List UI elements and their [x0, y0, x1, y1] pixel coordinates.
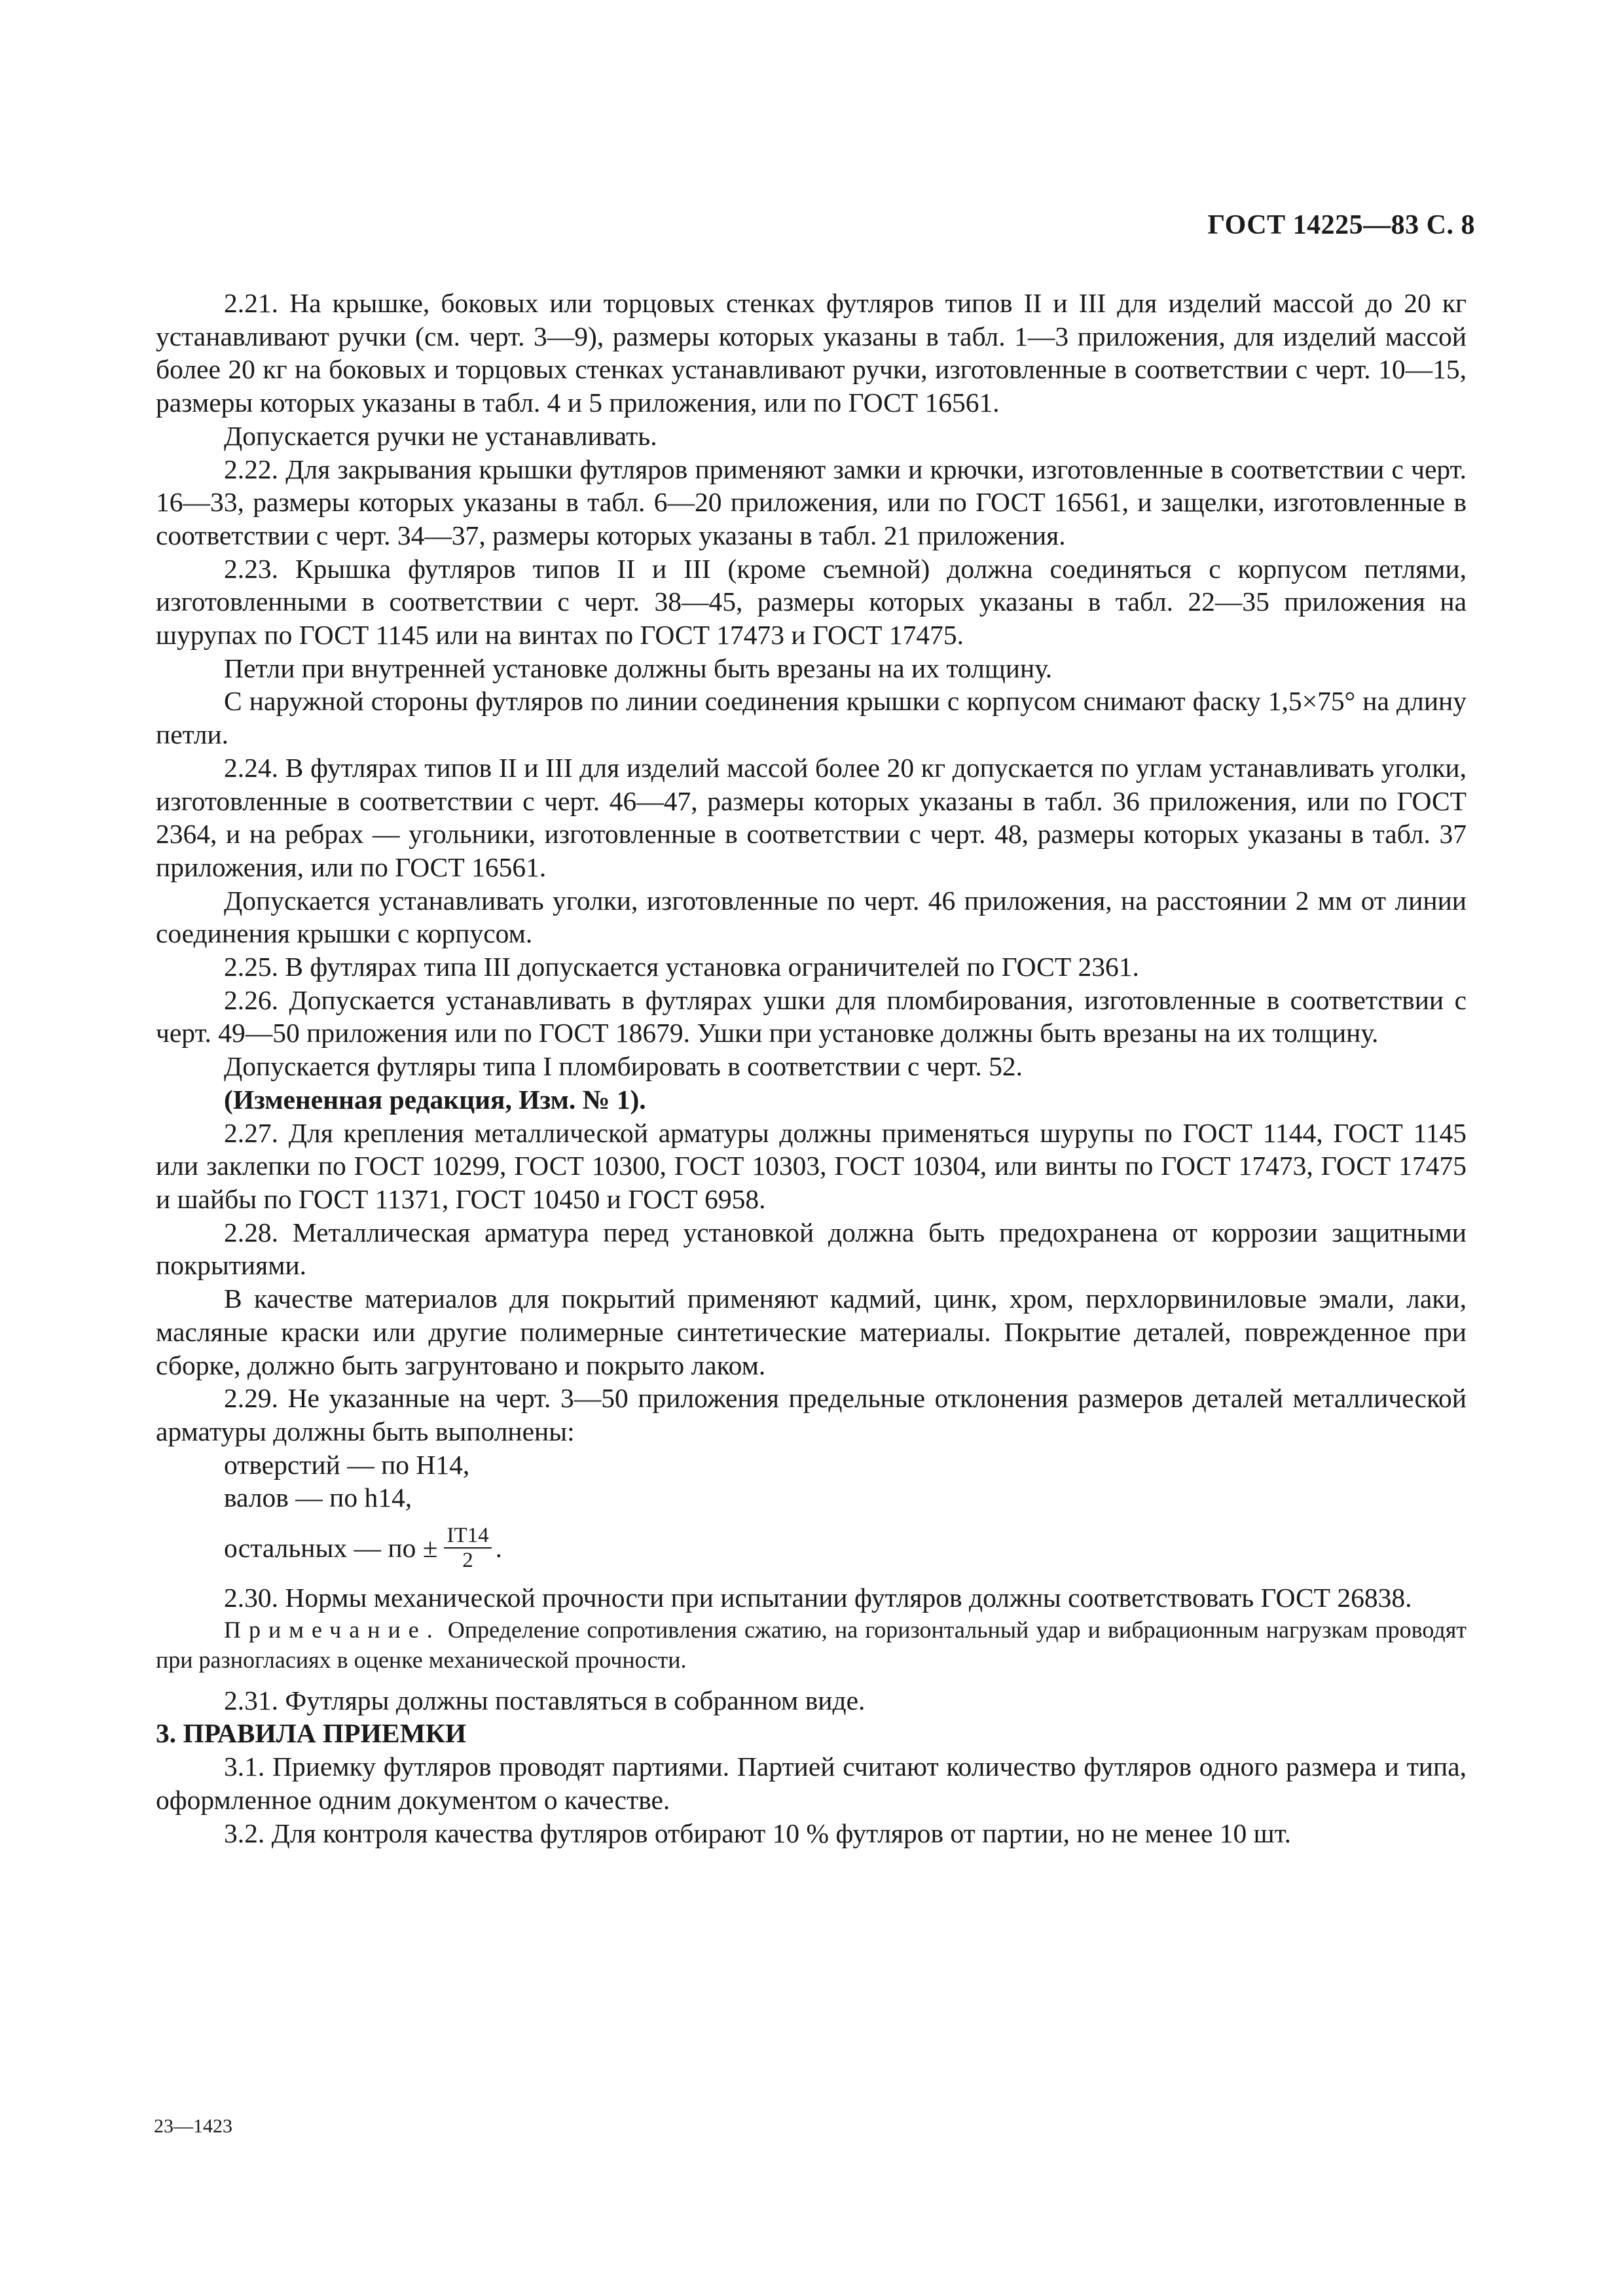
paragraph-3-1: 3.1. Приемку футляров проводят партиями. Партией считают количество футляров одного размера и типа, оформленное одним документом о качестве. [156, 1751, 1467, 1815]
page-header: ГОСТ 14225—83 С. 8 [1207, 210, 1475, 240]
paragraph-2-26: 2.26. Допускается устанавливать в футлярах ушки для пломбирования, изготовленные в соответствии с черт. 49—50 приложения или по ГОСТ 18679. Ушки при установке должны быть врезаны на их толщину. [156, 984, 1467, 1049]
paragraph-2-30: 2.30. Нормы механической прочности при испытании футляров должны соответствовать ГОСТ 26838. [224, 1583, 1412, 1613]
document-body [156, 287, 1467, 1850]
paragraph-2-29: 2.29. Не указанные на черт. 3—50 приложения предельные отклонения размеров деталей металлической арматуры должны быть выполнены: [156, 1383, 1467, 1446]
tolerance-others [156, 1524, 1467, 1572]
paragraph-2-22: 2.22. Для закрывания крышки футляров применяют замки и крючки, изготовленные в соответствии с черт. 16—33, размеры которых указаны в табл. 6—20 приложения, или по ГОСТ 16561, и защелки, изготовленные в соответствии с черт. 34—37, размеры которых указаны в табл. 21 приложения. [156, 454, 1467, 550]
paragraph-2-21-note: Допускается ручки не устанавливать. [224, 420, 657, 451]
paragraph-3-2: 3.2. Для контроля качества футляров отбирают 10 % футляров от партии, но не менее 10 шт. [224, 1818, 1291, 1848]
paragraph-2-23-c: С наружной стороны футляров по линии соединения крышки с корпусом снимают фаску 1,5×75° на длину петли. [156, 686, 1467, 750]
fraction-denominator: 2 [462, 1549, 473, 1573]
paragraph-2-28-b: В качестве материалов для покрытий применяют кадмий, цинк, хром, перхлорвиниловые эмали, лаки, масляные краски или другие полимерные синтетические материалы. Покрытие деталей, поврежденное при сборке, должно быть загрунтовано и покрыто лаком. [156, 1283, 1467, 1380]
paragraph-2-23: 2.23. Крышка футляров типов II и III (кроме съемной) должна соединяться с корпусом петлями, изготовленными в соответствии с черт. 38—45, размеры которых указаны в табл. 22—35 приложения на шурупах по ГОСТ 1145 или на винтах по ГОСТ 17473 и ГОСТ 17475. [156, 553, 1467, 651]
paragraph-2-28: 2.28. Металлическая арматура перед установкой должна быть предохранена от коррозии защитными покрытиями. [156, 1217, 1467, 1281]
tolerance-others-suffix: . [495, 1532, 502, 1563]
note [156, 1615, 1467, 1675]
paragraph-2-24: 2.24. В футлярах типов II и III для изделий массой более 20 кг допускается по углам устанавливать уголки, изготовленные в соответствии с черт. 46—47, размеры которых указаны в табл. 36 приложения, или по ГОСТ 2364, и на ребрах — угольники, изготовленные в соответствии с черт. 48, размеры которых указаны в табл. 37 приложения, или по ГОСТ 16561. [156, 752, 1467, 882]
paragraph-2-24-b: Допускается устанавливать уголки, изготовленные по черт. 46 приложения, на расстоянии 2 мм от линии соединения крышки с корпусом. [156, 885, 1467, 949]
paragraph-2-27: 2.27. Для крепления металлической арматуры должны применяться шурупы по ГОСТ 1144, ГОСТ 1145 или заклепки по ГОСТ 10299, ГОСТ 10300, ГОСТ 10303, ГОСТ 10304, или винты по ГОСТ 17473, ГОСТ 17475 и шайбы по ГОСТ 11371, ГОСТ 10450 и ГОСТ 6958. [156, 1117, 1467, 1214]
fraction-numerator: IT14 [444, 1524, 491, 1549]
tolerance-holes: отверстий — по H14, [224, 1449, 470, 1480]
paragraph-2-25: 2.25. В футлярах типа III допускается установка ограничителей по ГОСТ 2361. [224, 952, 1139, 982]
paragraph-2-21: 2.21. На крышке, боковых или торцовых стенках футляров типов II и III для изделий массой до 20 кг устанавливают ручки (см. черт. 3—9), размеры которых указаны в табл. 1—3 приложения, для изделий массой более 20 кг на боковых и торцовых стенках устанавливают ручки, изготовленные в соответствии с черт. 10—15, размеры которых указаны в табл. 4 и 5 приложения, или по ГОСТ 16561. [156, 288, 1467, 418]
page-footer-code: 23—1423 [154, 2115, 232, 2137]
note-text: Определение сопротивления сжатию, на горизонтальный удар и вибрационным нагрузкам проводят при разногласиях в оценке механической прочности. [156, 1616, 1467, 1673]
note-label: Примечание. [224, 1616, 441, 1643]
amendment-note: (Измененная редакция, Изм. № 1). [224, 1084, 646, 1115]
fraction [444, 1524, 491, 1572]
tolerance-shafts: валов — по h14, [224, 1482, 412, 1513]
paragraph-2-23-b: Петли при внутренней установке должны быть врезаны на их толщину. [224, 653, 1053, 683]
paragraph-2-26-b: Допускается футляры типа I пломбировать в соответствии с черт. 52. [224, 1051, 1023, 1082]
section-3-title: 3. ПРАВИЛА ПРИЕМКИ [156, 1718, 467, 1749]
tolerance-others-prefix: остальных — по ± [224, 1532, 438, 1563]
paragraph-2-31: 2.31. Футляры должны поставляться в собранном виде. [224, 1685, 866, 1715]
